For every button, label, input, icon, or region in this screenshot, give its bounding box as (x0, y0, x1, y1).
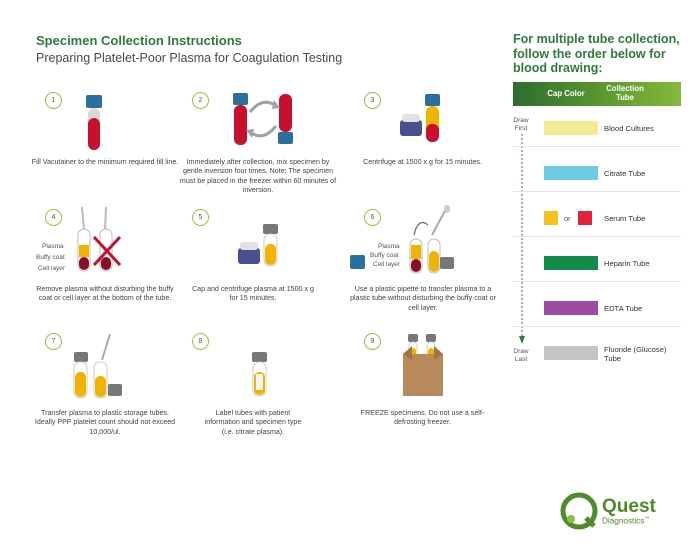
quest-logo-wordmark: Quest (602, 496, 656, 517)
citrate-tube-label: Citrate Tube (604, 169, 646, 178)
order-of-draw-heading: For multiple tube collection, follow the order below for blood drawing: (513, 32, 680, 75)
collection-tube-header: Collection Tube (606, 84, 644, 102)
labeled-tube-illustration (248, 350, 272, 398)
serum-gold-swatch (544, 211, 558, 225)
or-text: or (564, 214, 571, 223)
cap-color-header: Cap Color (547, 89, 585, 98)
row-divider (513, 281, 681, 282)
draw-order-arrow (518, 134, 526, 346)
serum-red-swatch (578, 211, 592, 225)
heparin-tube-label: Heparin Tube (604, 259, 650, 268)
step-number-7: 7 (45, 333, 62, 350)
order-table-header (513, 82, 681, 106)
step-number-6: 6 (364, 209, 381, 226)
cell-layer-label-6: Cell layer (373, 261, 401, 268)
quest-logo-mark-icon (560, 492, 598, 530)
step-caption-5: Cap and centrifuge plasma at 1500 x g for 15 minutes. (192, 285, 314, 303)
vacutainer-tube-illustration (80, 92, 108, 154)
edta-tube-swatch (544, 301, 598, 315)
step-number-5: 5 (192, 209, 209, 226)
inversion-mixing-illustration (228, 90, 298, 150)
fluoride-tube-swatch (544, 346, 598, 360)
draw-last-label: Draw Last (513, 348, 529, 363)
draw-first-label: Draw First (513, 117, 529, 132)
pipette-transfer-illustration (348, 205, 458, 275)
serum-tube-label: Serum Tube (604, 214, 646, 223)
plastic-storage-tubes-illustration (70, 332, 126, 400)
step-number-3: 3 (364, 92, 381, 109)
step-caption-7: Transfer plasma to plastic storage tubes. Ideally PPP platelet count should not exceed 10,000/ul. (34, 409, 176, 436)
blood-cultures-label: Blood Cultures (604, 124, 654, 133)
centrifuge-plasma-illustration (236, 222, 286, 272)
step-caption-9: FREEZE specimens. Do not use a self-defrosting freezer. (360, 409, 485, 427)
step-caption-4: Remove plasma without disturbing the buffy coat or cell layer at the bottom of the tube. (36, 285, 174, 303)
page-title: Specimen Collection Instructions (36, 33, 242, 48)
step-caption-2: Immediately after collection, mix specimen by gentle inversion four times. Note: The specimen must be placed in the freezer within 60 minutes of inversion. (179, 158, 337, 194)
plasma-label-6: Plasma (378, 243, 400, 250)
blood-cultures-swatch (544, 121, 598, 135)
row-divider (513, 326, 681, 327)
fluoride-tube-label: Fluoride (Glucose) Tube (604, 345, 667, 363)
row-divider (513, 146, 681, 147)
row-divider (513, 236, 681, 237)
step-number-2: 2 (192, 92, 209, 109)
row-divider (513, 191, 681, 192)
plasma-label: Plasma (42, 243, 64, 250)
edta-tube-label: EDTA Tube (604, 304, 643, 313)
heparin-tube-swatch (544, 256, 598, 270)
step-caption-8: Label tubes with patient information and specimen type (i.e. citrate plasma). (204, 409, 302, 436)
freezer-box-illustration (400, 330, 450, 400)
citrate-tube-swatch (544, 166, 598, 180)
cell-layer-label: Cell layer (38, 265, 66, 272)
step-number-1: 1 (45, 92, 62, 109)
step-caption-3: Centrifuge at 1500 x g for 15 minutes. (363, 158, 482, 166)
quest-logo-sub: Diagnostics™ (602, 516, 650, 526)
step-number-9: 9 (364, 333, 381, 350)
page-subtitle: Preparing Platelet-Poor Plasma for Coagulation Testing (36, 51, 343, 65)
step-number-4: 4 (45, 209, 62, 226)
buffy-coat-label: Buffy coat (36, 254, 65, 261)
centrifuge-illustration (398, 92, 448, 144)
plasma-removal-illustration (66, 205, 128, 275)
step-caption-1: Fill Vacutainer to the minimum required fill line. (31, 158, 179, 166)
step-caption-6: Use a plastic pipette to transfer plasma to a plastic tube without disturbing the buffy coat or cell layer. (350, 285, 496, 312)
step-number-8: 8 (192, 333, 209, 350)
buffy-coat-label-6: Buffy coat (370, 252, 399, 259)
